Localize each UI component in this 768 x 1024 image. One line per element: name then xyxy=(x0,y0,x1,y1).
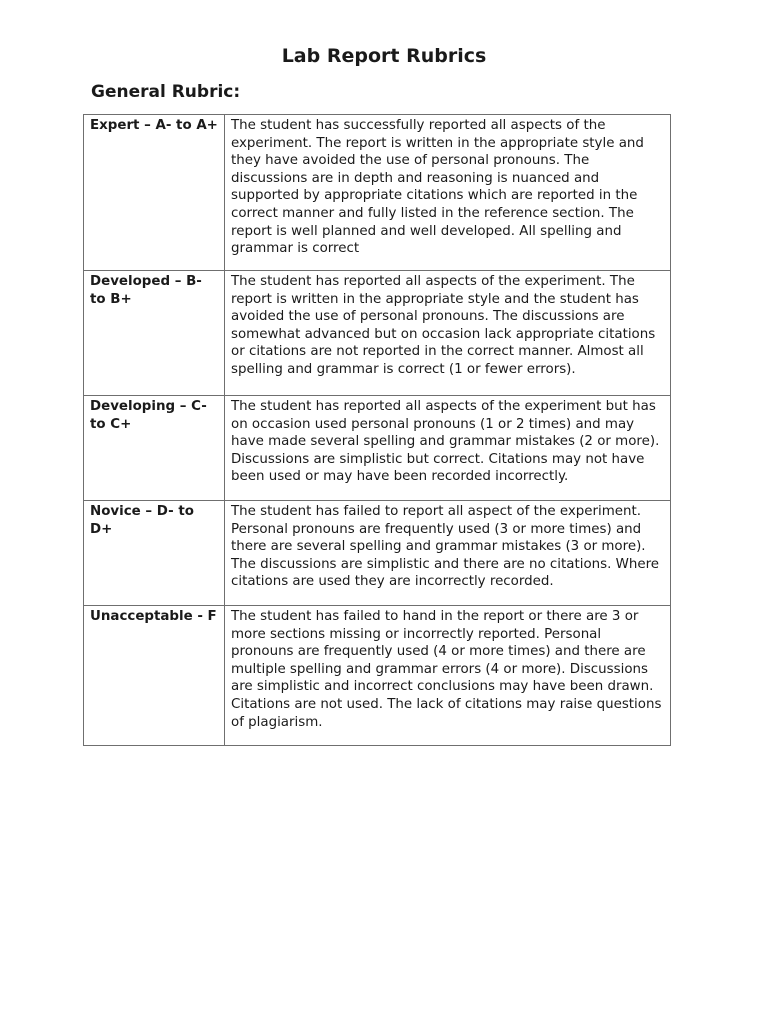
grade-cell: Novice – D- to D+ xyxy=(84,501,225,606)
description-cell: The student has reported all aspects of the experiment. The report is written in the appropriate style and the student has avoided the use of personal pronouns. The discussions are somewhat advanced but on occasion lack appropriate citations or citations are not reported in the correct manner. Almost all spelling and grammar is correct (1 or fewer errors). xyxy=(225,271,671,396)
description-cell: The student has reported all aspects of the experiment but has on occasion used personal pronouns (1 or 2 times) and may have made several spelling and grammar mistakes (2 or more). Discussions are simplistic but correct. Citations may not have been used or may have been recorded incorrectly. xyxy=(225,396,671,501)
table-row xyxy=(84,115,671,271)
table-row xyxy=(84,271,671,396)
section-heading: General Rubric: xyxy=(91,82,241,102)
description-cell: The student has successfully reported all aspects of the experiment. The report is written in the appropriate style and they have avoided the use of personal pronouns. The discussions are in depth and reasoning is nuanced and supported by appropriate citations which are reported in the correct manner and fully listed in the reference section. The report is well planned and well developed. All spelling and grammar is correct xyxy=(225,115,671,271)
page-title: Lab Report Rubrics xyxy=(281,45,487,67)
table-row xyxy=(84,501,671,606)
rubric-table xyxy=(83,114,671,746)
grade-cell: Expert – A- to A+ xyxy=(84,115,225,271)
grade-cell: Developing – C- to C+ xyxy=(84,396,225,501)
table-row xyxy=(84,606,671,746)
description-cell: The student has failed to hand in the report or there are 3 or more sections missing or incorrectly reported. Personal pronouns are frequently used (4 or more times) and there are multiple spelling and grammar errors (4 or more). Discussions are simplistic and incorrect conclusions may have been drawn. Citations are not used. The lack of citations may raise questions of plagiarism. xyxy=(225,606,671,746)
table-row xyxy=(84,396,671,501)
grade-cell: Unacceptable - F xyxy=(84,606,225,746)
grade-cell: Developed – B- to B+ xyxy=(84,271,225,396)
description-cell: The student has failed to report all aspect of the experiment. Personal pronouns are frequently used (3 or more times) and there are several spelling and grammar mistakes (3 or more). The discussions are simplistic and there are no citations. Where citations are used they are incorrectly recorded. xyxy=(225,501,671,606)
